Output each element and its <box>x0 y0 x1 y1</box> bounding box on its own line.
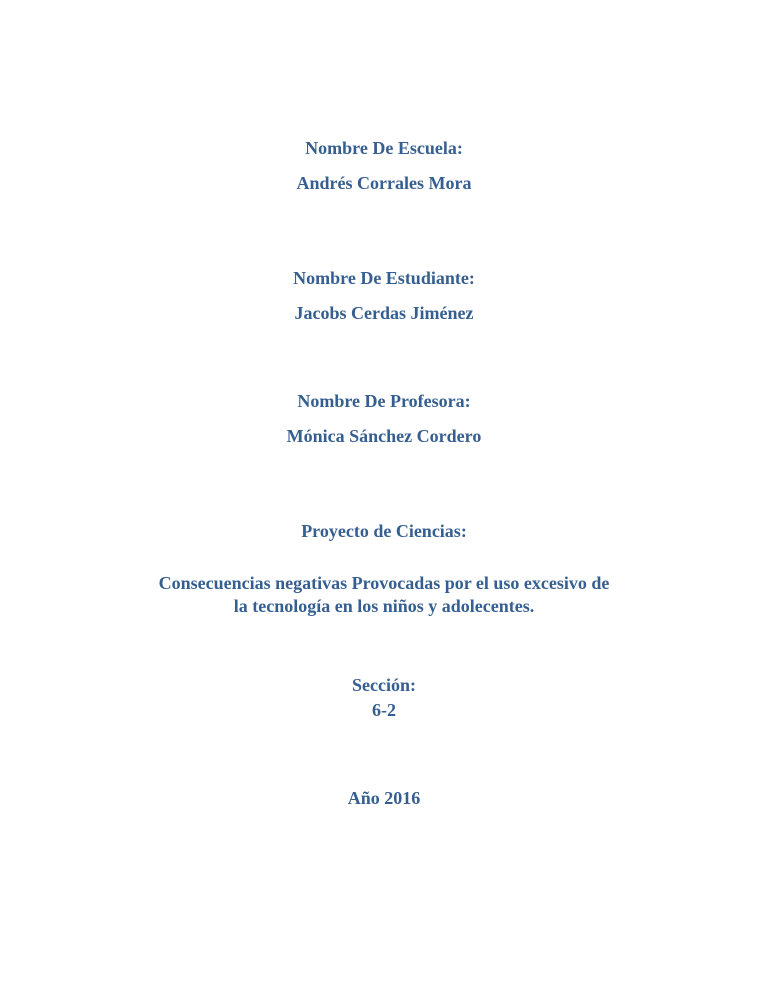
student-label: Nombre De Estudiante: <box>293 268 475 288</box>
student-name: Jacobs Cerdas Jiménez <box>294 303 474 323</box>
project-title-line2: la tecnología en los niños y adolecentes. <box>233 596 535 616</box>
section-value: 6-2 <box>372 700 396 720</box>
school-label: Nombre De Escuela: <box>305 138 463 158</box>
teacher-name: Mónica Sánchez Cordero <box>286 426 482 446</box>
year: Año 2016 <box>347 788 421 808</box>
school-name: Andrés Corrales Mora <box>296 173 472 193</box>
teacher-label: Nombre De Profesora: <box>297 391 471 411</box>
project-label: Proyecto de Ciencias: <box>301 521 467 541</box>
section-label: Sección: <box>352 675 416 695</box>
project-title-line1: Consecuencias negativas Provocadas por el uso excesivo de <box>158 573 610 593</box>
